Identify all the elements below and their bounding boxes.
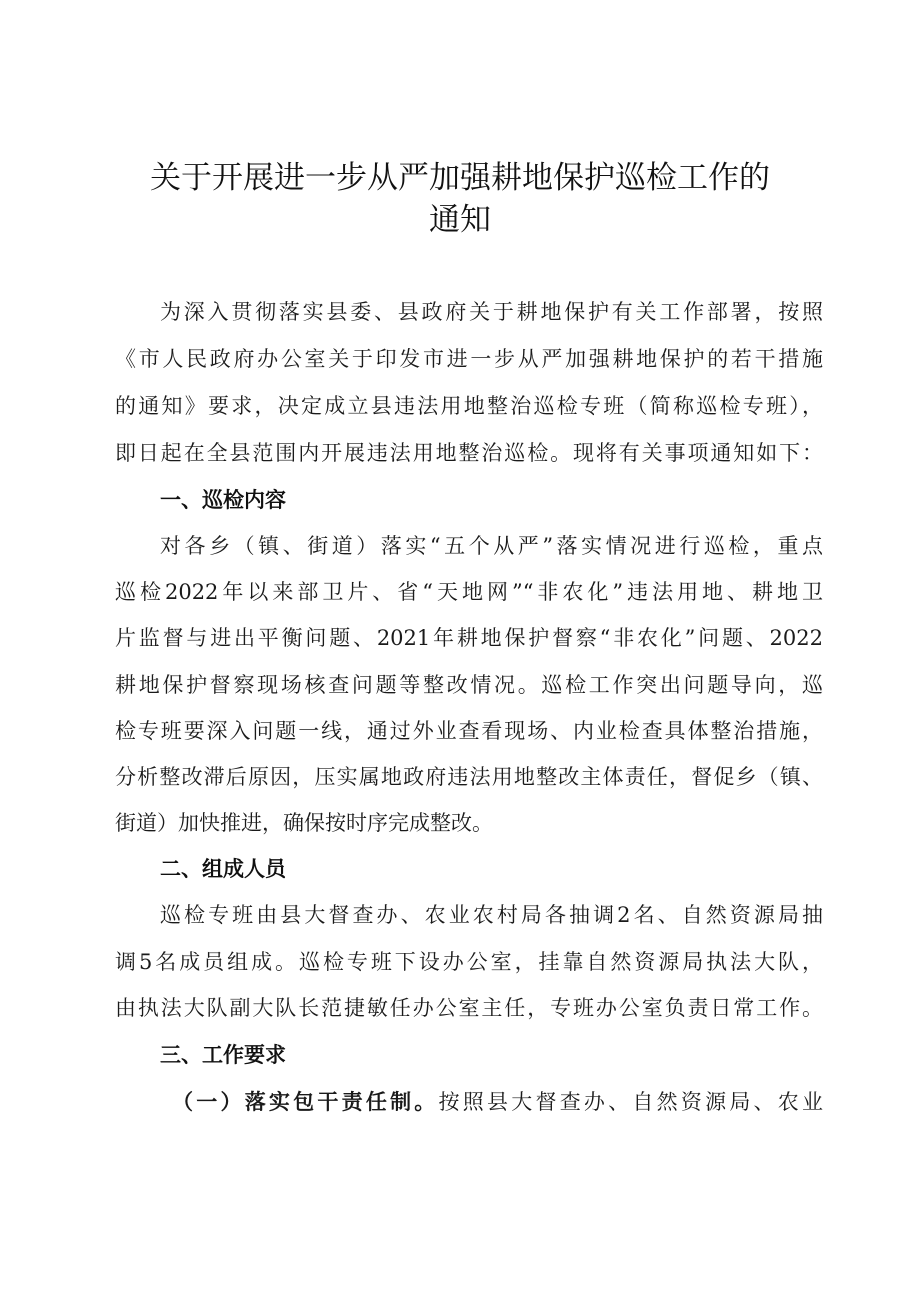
intro-line-3: 的通知》要求，决定成立县违法用地整治巡检专班（简称巡检专班）， (115, 394, 823, 418)
section1-line-4: 耕地保护督察现场核查问题等整改情况。巡检工作突出问题导向，巡 (115, 673, 823, 697)
section1-line-2: 巡检2022年以来部卫片、省“天地网”“非农化”违法用地、耕地卫 (115, 580, 823, 604)
intro-line-2: 《市人民政府办公室关于印发市进一步从严加强耕地保护的若干措施 (115, 347, 823, 371)
document-title-line1: 关于开展进一步从严加强耕地保护巡检工作的 (150, 160, 770, 196)
section1-line-5: 检专班要深入问题一线，通过外业查看现场、内业检查具体整治措施， (115, 719, 823, 743)
section1-line-7: 街道）加快推进，确保按时序完成整改。 (115, 811, 493, 835)
section2-line-1: 巡检专班由县大督查办、农业农村局各抽调2名、自然资源局抽 (160, 903, 823, 927)
intro-line-4: 即日起在全县范围内开展违法用地整治巡检。现将有关事项通知如下： (115, 441, 823, 465)
section3-sub1-text: 按照县大督查办、自然资源局、农业 (438, 1090, 823, 1114)
section1-heading: 一、巡检内容 (160, 488, 286, 512)
section3-sub1-lead: （一）落实包干责任制。 (172, 1090, 439, 1114)
intro-line-1: 为深入贯彻落实县委、县政府关于耕地保护有关工作部署，按照 (160, 300, 823, 324)
section2-line-3: 由执法大队副大队长范捷敏任办公室主任，专班办公室负责日常工作。 (115, 996, 823, 1020)
section2-line-2: 调5名成员组成。巡检专班下设办公室，挂靠自然资源局执法大队， (115, 950, 823, 974)
section1-line-3: 片监督与进出平衡问题、2021年耕地保护督察“非农化”问题、2022 (115, 626, 823, 650)
document-title-line2: 通知 (429, 202, 491, 238)
section3-heading: 三、工作要求 (160, 1043, 286, 1067)
section1-line-1: 对各乡（镇、街道）落实“五个从严”落实情况进行巡检，重点 (160, 534, 823, 558)
section2-heading: 二、组成人员 (160, 857, 286, 881)
section1-line-6: 分析整改滞后原因，压实属地政府违法用地整改主体责任，督促乡（镇、 (115, 765, 823, 789)
section3-sub1-line (172, 1079, 823, 1125)
